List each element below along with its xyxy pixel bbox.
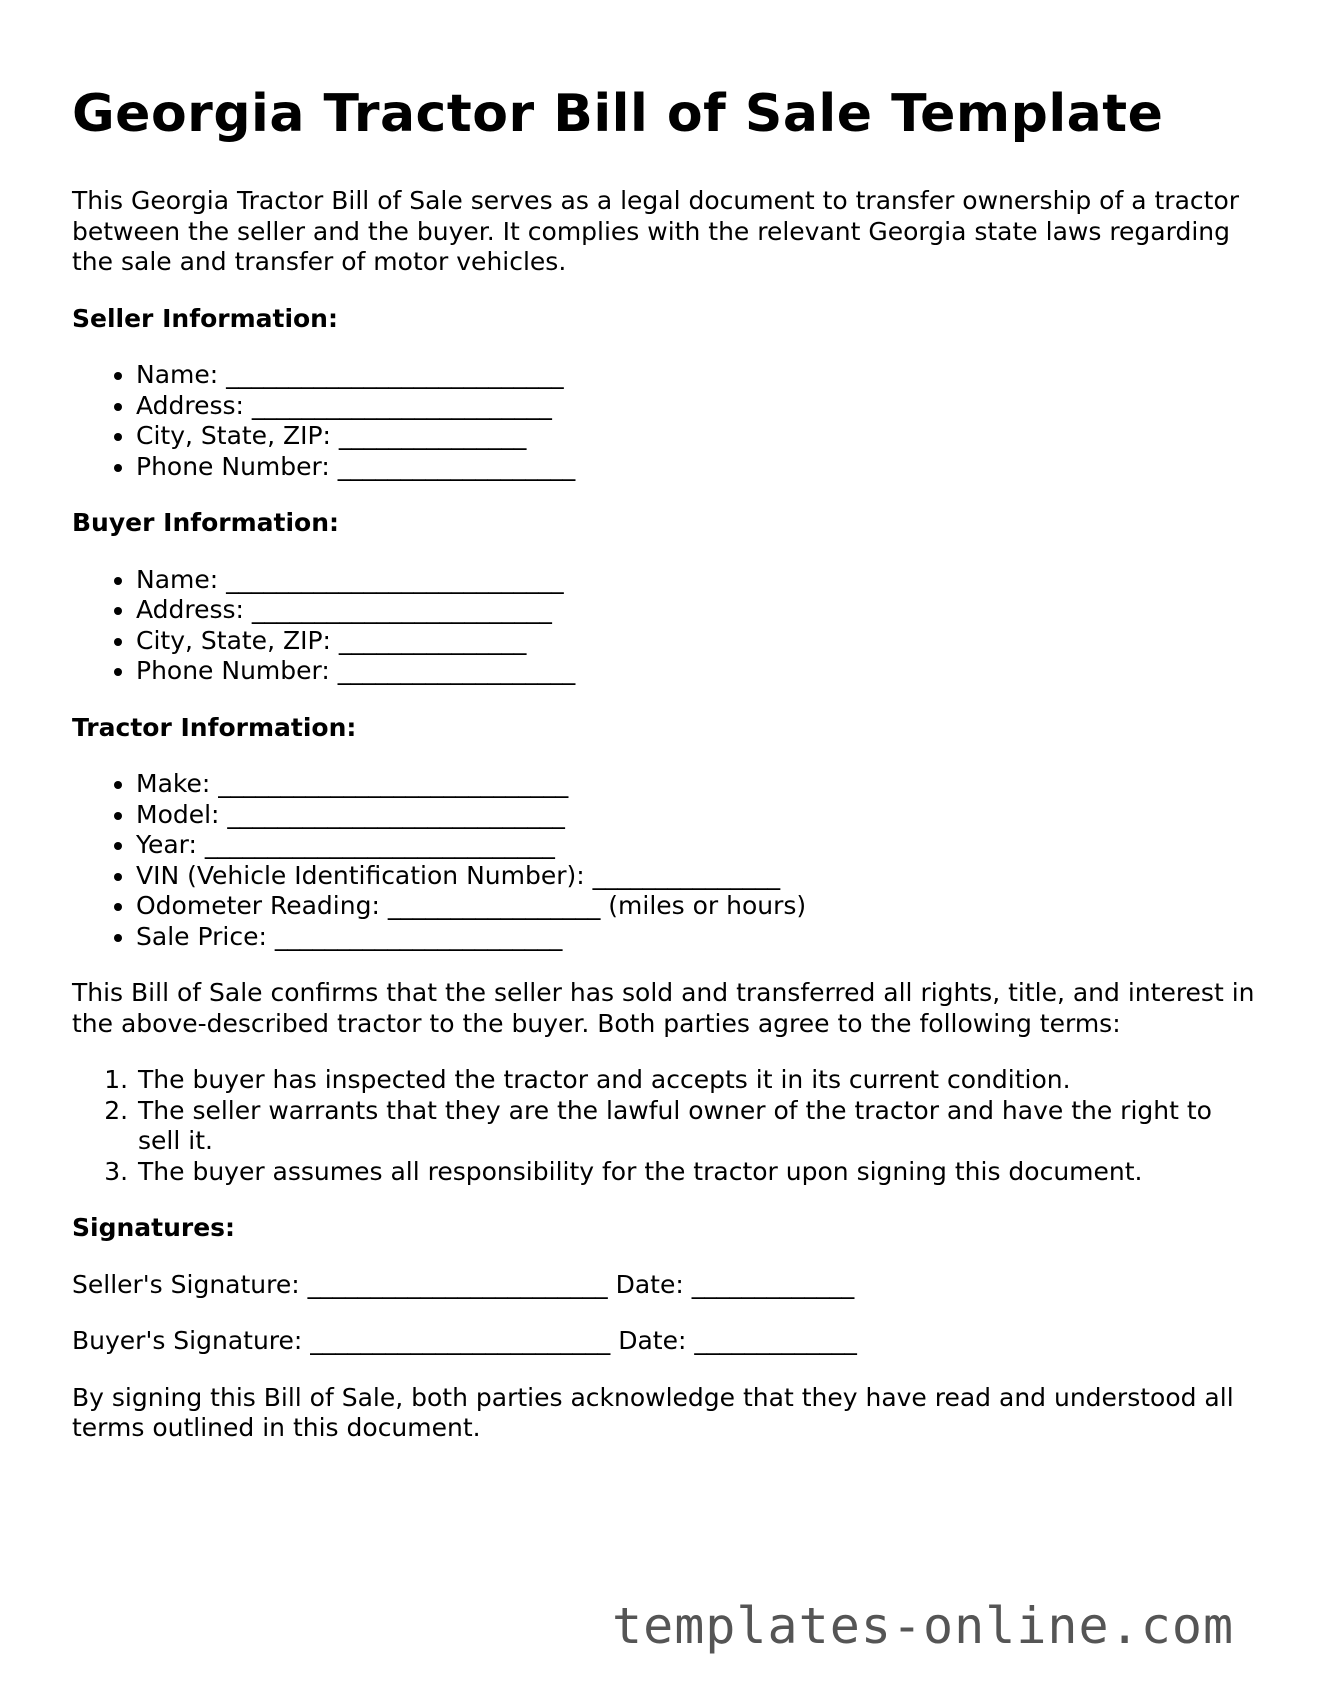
buyer-name-field: • Name: ___________________________ [136, 565, 1262, 596]
buyer-phone-field: • Phone Number: ___________________ [136, 656, 1262, 687]
closing-paragraph: By signing this Bill of Sale, both parties acknowledge that they have read and understood all terms outlined in this document. [72, 1382, 1234, 1442]
tractor-heading: Tractor Information: [72, 712, 357, 742]
watermark-text: templates-online.com [612, 1597, 1235, 1655]
document-title: Georgia Tractor Bill of Sale Template [72, 84, 1164, 144]
seller-city-state-zip-field: • City, State, ZIP: _______________ [136, 421, 1262, 452]
intro-paragraph: This Georgia Tractor Bill of Sale serves as a legal document to transfer ownership of a tractor between the seller and the buyer. It complies with the relevant Georgia state laws regarding the sale and transfer of motor vehicles. [72, 186, 1240, 276]
buyer-info-list [72, 565, 1262, 687]
seller-address-field: • Address: ________________________ [136, 391, 1262, 422]
seller-info-list [72, 360, 1262, 482]
seller-heading: Seller Information: [72, 303, 338, 333]
buyer-address-field: • Address: ________________________ [136, 595, 1262, 626]
tractor-info-list [72, 769, 1262, 952]
signatures-heading: Signatures: [72, 1213, 236, 1242]
buyer-heading: Buyer Information: [72, 508, 340, 537]
document-page [72, 82, 1262, 1470]
term-item: 3. The buyer assumes all responsibility for the tractor upon signing this document. [136, 1157, 1262, 1188]
seller-phone-field: • Phone Number: ___________________ [136, 452, 1262, 483]
buyer-signature-line: Buyer's Signature: ________________________ Date: _____________ [72, 1326, 857, 1355]
seller-name-field: • Name: ___________________________ [136, 360, 1262, 391]
terms-list [72, 1065, 1262, 1187]
tractor-vin-field: • VIN (Vehicle Identification Number): _______________ [136, 861, 1262, 892]
tractor-odometer-field: • Odometer Reading: _________________ (miles or hours) [136, 891, 1262, 922]
seller-signature-line: Seller's Signature: ________________________ Date: _____________ [72, 1269, 855, 1299]
tractor-model-field: • Model: ___________________________ [136, 800, 1262, 831]
tractor-make-field: • Make: ____________________________ [136, 769, 1262, 800]
term-item: 2. The seller warrants that they are the lawful owner of the tractor and have the right to sell it. [136, 1096, 1262, 1157]
confirmation-paragraph: This Bill of Sale confirms that the seller has sold and transferred all rights, title, and interest in the above-described tractor to the buyer. Both parties agree to the following terms: [72, 978, 1255, 1038]
term-item: 1. The buyer has inspected the tractor and accepts it in its current condition. [136, 1065, 1262, 1096]
tractor-year-field: • Year: ____________________________ [136, 830, 1262, 861]
tractor-sale-price-field: • Sale Price: _______________________ [136, 922, 1262, 953]
buyer-city-state-zip-field: • City, State, ZIP: _______________ [136, 626, 1262, 657]
